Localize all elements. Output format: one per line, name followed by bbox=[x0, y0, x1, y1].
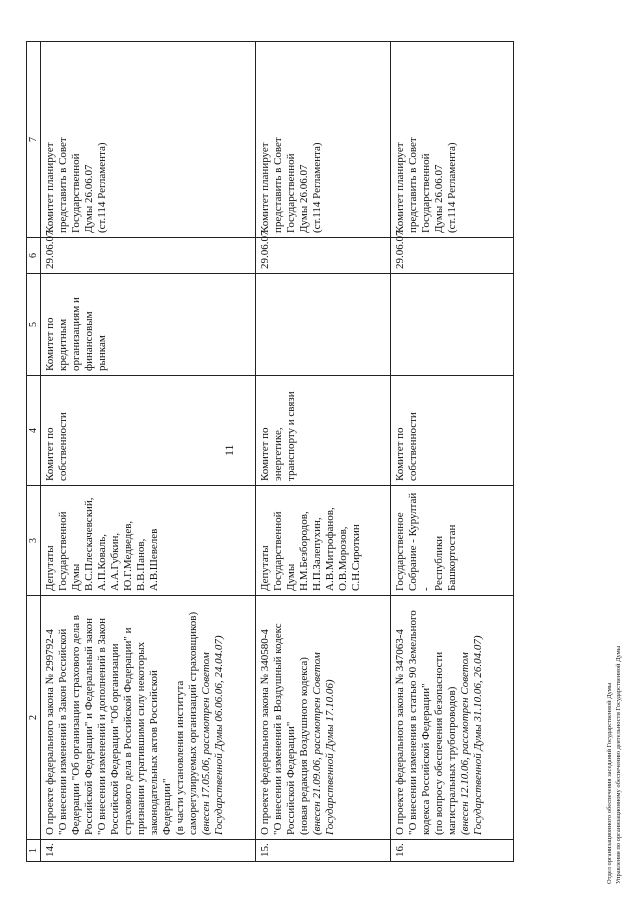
bill-title-cell bbox=[391, 596, 514, 840]
bill-title-line: Российской Федерации" bbox=[285, 721, 297, 835]
column-header: 7 bbox=[27, 42, 41, 238]
bill-title-line: саморегулируемых организаций страховщиков) bbox=[187, 611, 199, 835]
authors-cell bbox=[391, 486, 514, 596]
action-line: (ст.114 Регламента) bbox=[96, 142, 108, 233]
author-line: О.В.Морозов, bbox=[337, 526, 349, 591]
bill-title-line: Российской Федерации" и Федеральный закон bbox=[83, 618, 95, 835]
authors-cell bbox=[256, 486, 391, 596]
column-header: 5 bbox=[27, 274, 41, 376]
bill-title-line: (в части установления института bbox=[174, 680, 186, 835]
action-cell bbox=[41, 42, 256, 238]
author-line: Башкортостан bbox=[446, 524, 458, 591]
column-header: 1 bbox=[27, 840, 41, 862]
column-header: 2 bbox=[27, 596, 41, 840]
bill-note-line: Государственной Думы 31.10.06, 26.04.07) bbox=[472, 635, 484, 835]
action-line: представить в Совет bbox=[407, 137, 419, 233]
co-committee-line: финансовым bbox=[83, 311, 95, 371]
action-cell bbox=[256, 42, 391, 238]
action-line: Комитет планирует bbox=[259, 142, 271, 233]
column-header: 6 bbox=[27, 238, 41, 274]
author-line: А.П.Коваль, bbox=[96, 534, 108, 591]
action-line: Комитет планирует bbox=[44, 142, 56, 233]
bill-title-line: О проекте федерального закона № 299792-4 bbox=[44, 629, 56, 835]
committee-line: Комитет по bbox=[259, 427, 271, 481]
committee-cell bbox=[41, 376, 256, 486]
author-line: Думы bbox=[70, 563, 82, 591]
committee-line: собственности bbox=[57, 412, 69, 481]
table-row bbox=[256, 42, 391, 862]
committee-line: энергетике, bbox=[272, 427, 284, 481]
bill-title-line: "О внесении изменений и дополнений в Закон bbox=[96, 618, 108, 835]
bill-title-cell bbox=[41, 596, 256, 840]
bill-title-line: страхового дела в Российской Федерации" и bbox=[122, 627, 134, 835]
author-line: Депутаты bbox=[44, 545, 56, 591]
committee-cell bbox=[391, 376, 514, 486]
co-committee-line: организациям и bbox=[70, 297, 82, 371]
author-line: А.А.Губкин, bbox=[109, 532, 121, 591]
co-committee-cell bbox=[391, 274, 514, 376]
author-line: С.Н.Сироткин bbox=[350, 524, 362, 591]
bill-title-line: магистральных трубопроводов) bbox=[446, 686, 458, 835]
bill-title-line: О проекте федерального закона № 347063-4 bbox=[394, 629, 406, 835]
date-cell: 29.06.07 bbox=[391, 238, 514, 274]
bill-title-line: Российской Федерации "Об организации bbox=[109, 643, 121, 835]
action-line: Думы 26.06.07 bbox=[298, 164, 310, 233]
row-number: 15. bbox=[256, 840, 391, 862]
author-line: Республики bbox=[433, 535, 445, 591]
author-line: Депутаты bbox=[259, 545, 271, 591]
author-line: В.С.Плескачевский, bbox=[83, 497, 95, 591]
bill-title-line: "О внесении изменений в Закон Российской bbox=[57, 628, 69, 835]
action-line: (ст.114 Регламента) bbox=[311, 142, 323, 233]
table-row bbox=[391, 42, 514, 862]
author-line: А.В.Шевелев bbox=[148, 528, 160, 591]
bills-table bbox=[26, 41, 514, 862]
author-line: Государственной bbox=[272, 511, 284, 591]
action-line: (ст.114 Регламента) bbox=[446, 142, 458, 233]
co-committee-cell bbox=[256, 274, 391, 376]
authors-cell bbox=[41, 486, 256, 596]
row-number: 16. bbox=[391, 840, 514, 862]
co-committee-line: кредитным bbox=[57, 318, 69, 371]
committee-cell bbox=[256, 376, 391, 486]
bill-note-line: (внесен 17.05.06, рассмотрен Советом bbox=[200, 652, 212, 835]
footer-line: Отдел организационного обеспечения заседаний Государственной Думы bbox=[606, 682, 613, 884]
bill-title-line: (новая редакция Воздушного кодекса) bbox=[298, 657, 310, 835]
bill-title-line: признании утратившими силу некоторых bbox=[135, 641, 147, 835]
action-line: Комитет планирует bbox=[394, 142, 406, 233]
bill-title-line: О проекте федерального закона № 340580-4 bbox=[259, 629, 271, 835]
author-line: Думы bbox=[285, 563, 297, 591]
committee-line: собственности bbox=[407, 412, 419, 481]
author-line: Государственное bbox=[394, 512, 406, 591]
bill-note-line: (внесен 21.09.06, рассмотрен Советом bbox=[311, 652, 323, 835]
row-number: 14. bbox=[41, 840, 256, 862]
bill-title-line: законодательных актов Российской bbox=[148, 670, 160, 835]
action-line: Государственной bbox=[70, 153, 82, 233]
author-line: Н.П.Залепухин, bbox=[311, 517, 323, 591]
action-line: Государственной bbox=[420, 153, 432, 233]
co-committee-line: Комитет по bbox=[44, 317, 56, 371]
table-row bbox=[41, 42, 256, 862]
author-line: Государственной bbox=[57, 511, 69, 591]
action-line: Думы 26.06.07 bbox=[83, 164, 95, 233]
bill-title-cell bbox=[256, 596, 391, 840]
action-line: представить в Совет bbox=[272, 137, 284, 233]
bill-note-line: Государственной Думы 17.10.06) bbox=[324, 679, 336, 835]
action-line: представить в Совет bbox=[57, 137, 69, 233]
footer-line: Управления по организационному обеспечению деятельности Государственной Думы bbox=[615, 645, 622, 884]
bill-title-line: "О внесении изменения в статью 90 Земельного bbox=[407, 610, 419, 835]
author-line: Н.М.Безбородов, bbox=[298, 511, 310, 591]
action-cell bbox=[391, 42, 514, 238]
author-line: Ю.Г.Медведев, bbox=[122, 520, 134, 591]
committee-line: Комитет по bbox=[394, 427, 406, 481]
author-line: В.В.Панов, bbox=[135, 538, 147, 591]
committee-line: Комитет по bbox=[44, 427, 56, 481]
column-header: 4 bbox=[27, 376, 41, 486]
bill-title-line: "О внесении изменений в Воздушный кодекс bbox=[272, 623, 284, 835]
author-line: Собрание - Курултай - bbox=[407, 492, 432, 591]
date-cell: 29.06.07 bbox=[41, 238, 256, 274]
bill-title-line: Федерации "Об организации страхового дела в bbox=[70, 615, 82, 835]
date-cell: 29.06.07 bbox=[256, 238, 391, 274]
co-committee-line: рынкам bbox=[96, 335, 108, 371]
action-line: Государственной bbox=[285, 153, 297, 233]
committee-line: транспорту и связи bbox=[285, 391, 297, 481]
bill-note-line: (внесен 12.10.06, рассмотрен Советом bbox=[459, 652, 471, 835]
column-header: 3 bbox=[27, 486, 41, 596]
author-line: А.В.Митрофанов, bbox=[324, 507, 336, 591]
page-number: 11 bbox=[222, 444, 236, 456]
bill-title-line: кодекса Российской Федерации" bbox=[420, 683, 432, 835]
bill-title-line: Федерации" bbox=[161, 778, 173, 835]
bill-note-line: Государственной Думы 06.06.06, 24.04.07) bbox=[213, 635, 225, 835]
header-row bbox=[27, 42, 41, 862]
bill-title-line: (по вопросу обеспечения безопасности bbox=[433, 651, 445, 835]
action-line: Думы 26.06.07 bbox=[433, 164, 445, 233]
co-committee-cell bbox=[41, 274, 256, 376]
